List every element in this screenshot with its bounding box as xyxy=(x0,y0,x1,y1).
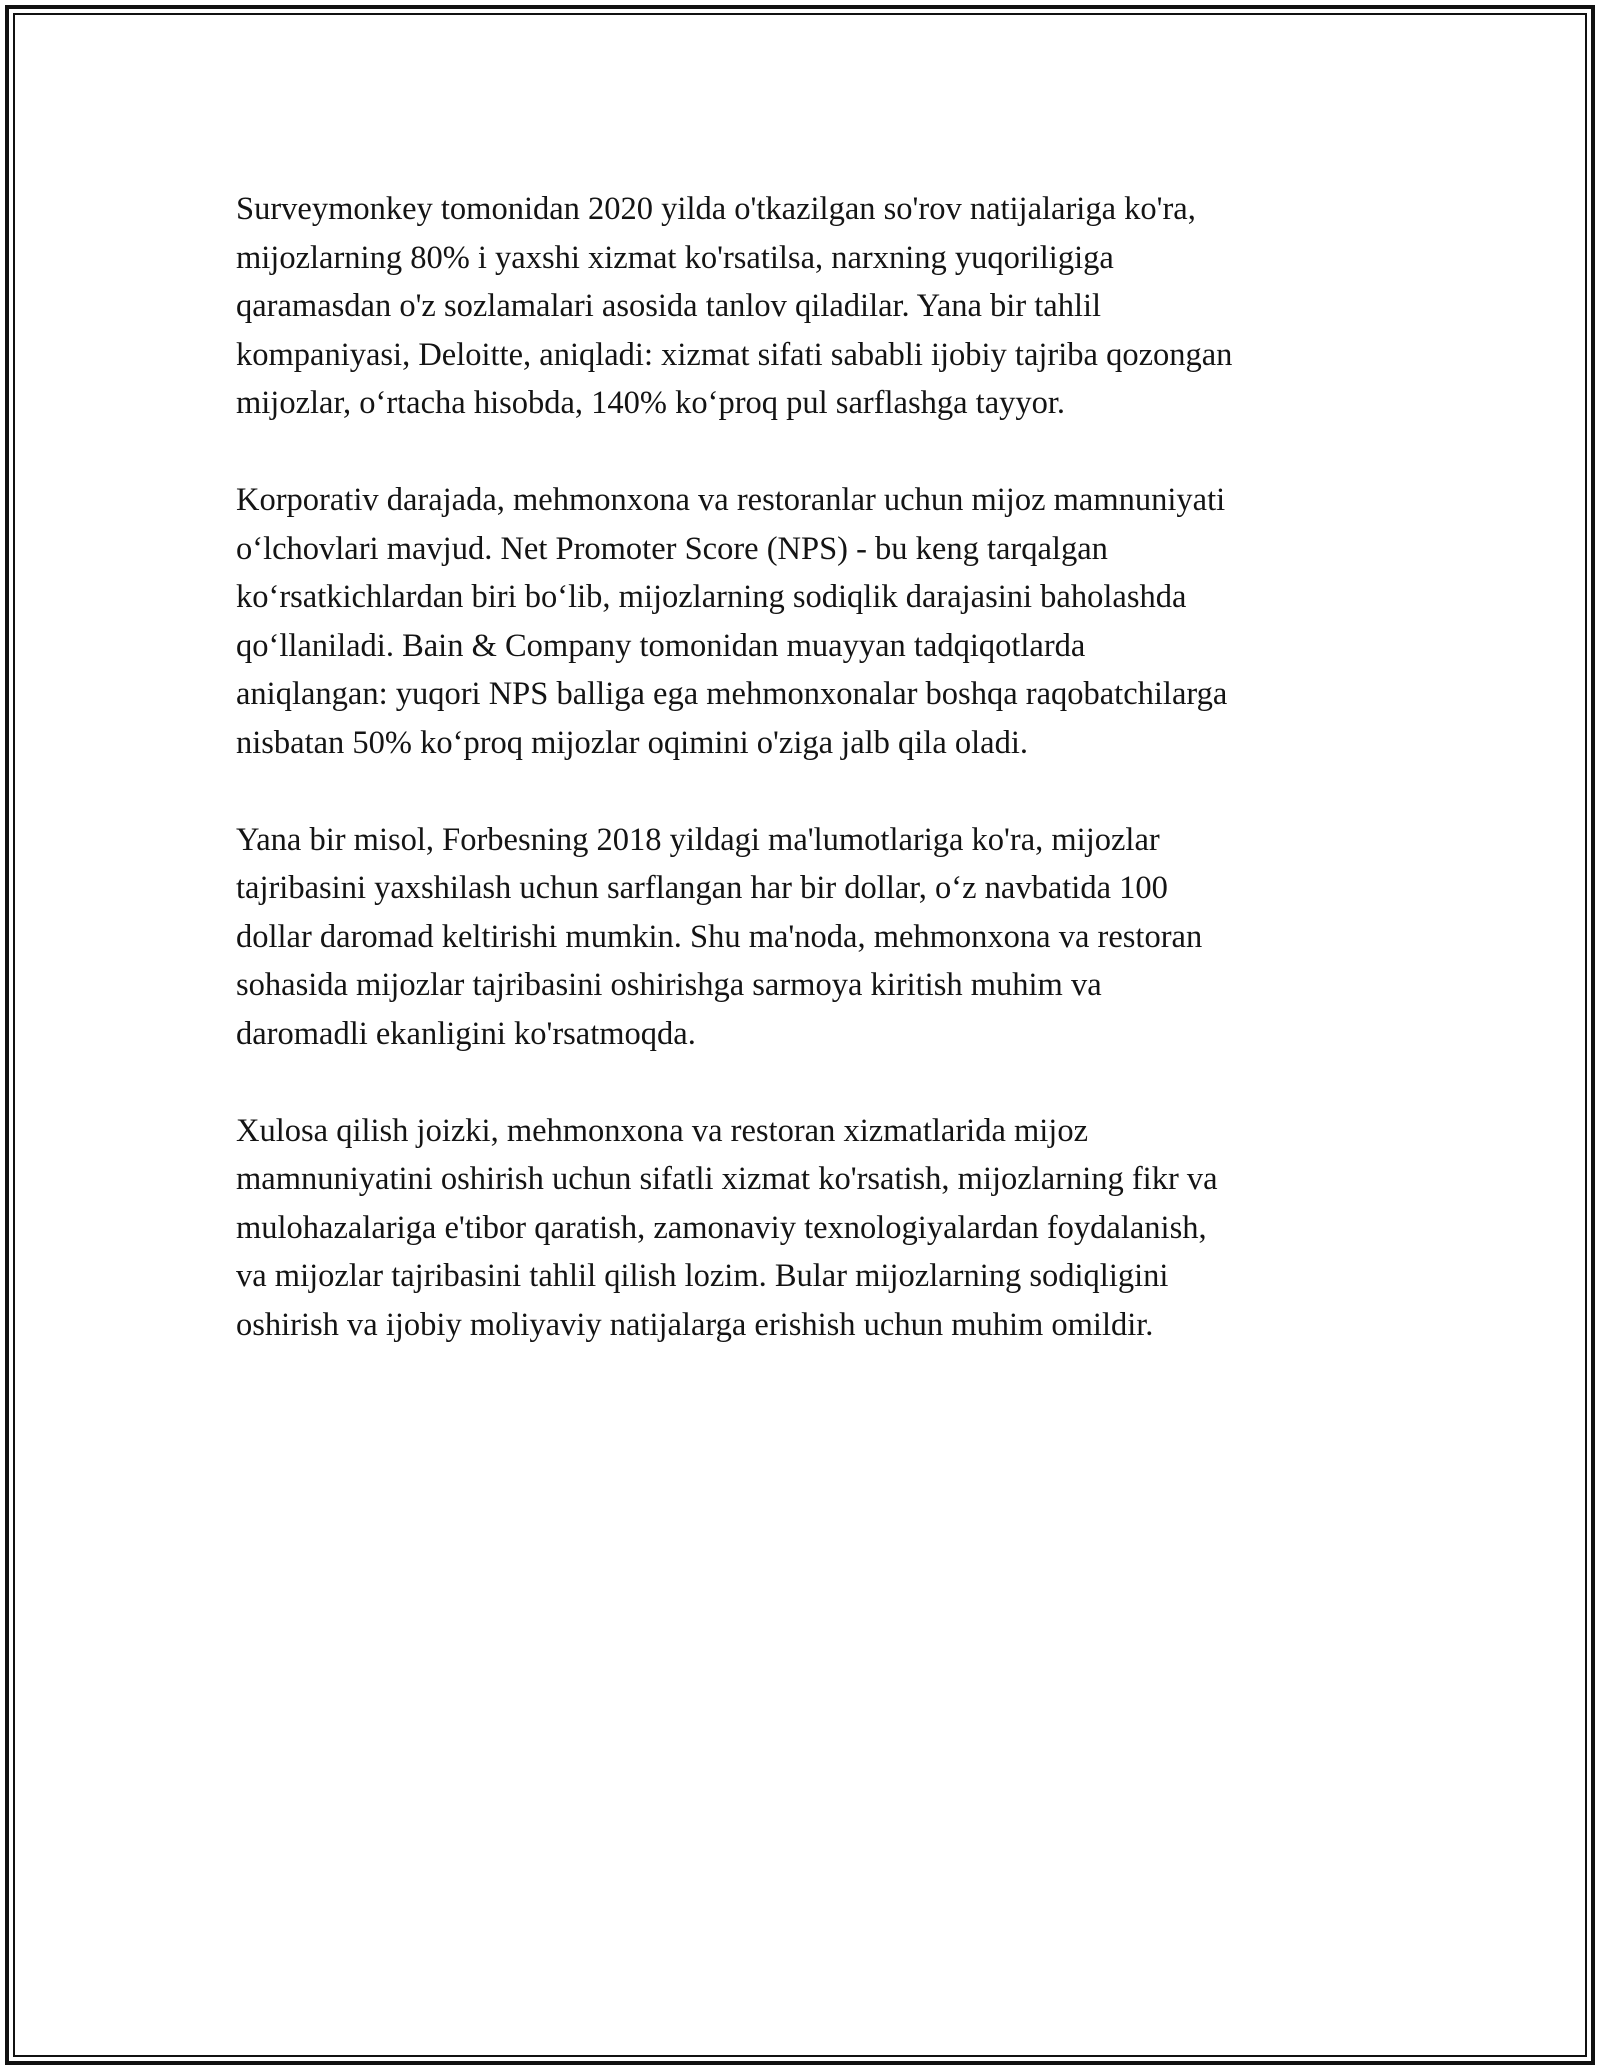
text-line: nisbatan 50% ko‘proq mijozlar oqimini o'ziga jalb qila oladi. xyxy=(236,724,1028,761)
text-line: mijozlarning 80% i yaxshi xizmat ko'rsatilsa, narxning yuqoriligiga xyxy=(236,239,1114,276)
text-line: mijozlar, o‘rtacha hisobda, 140% ko‘proq pul sarflashga tayyor. xyxy=(236,385,1066,421)
text-line: oshirish va ijobiy moliyaviy natijalarga erishish uchun muhim omildir. xyxy=(236,1306,1154,1343)
text-line: qo‘llaniladi. Bain & Company tomonidan muayyan tadqiqotlarda xyxy=(236,627,1086,664)
text-line: Surveymonkey tomonidan 2020 yilda o'tkazilgan so'rov natijalariga ko'ra, xyxy=(236,191,1196,227)
paragraph-conclusion xyxy=(236,1107,1386,1350)
text-line: Korporativ darajada, mehmonxona va restoranlar uchun mijoz mamnuniyati xyxy=(236,482,1226,518)
text-line: daromadli ekanligini ko'rsatmoqda. xyxy=(236,1015,696,1052)
paragraph-survey-stats xyxy=(236,185,1386,428)
text-line: o‘lchovlari mavjud. Net Promoter Score (NPS) - bu keng tarqalgan xyxy=(236,530,1108,567)
text-line: va mijozlar tajribasini tahlil qilish lozim. Bular mijozlarning sodiqligini xyxy=(236,1258,1169,1294)
text-line: ko‘rsatkichlardan biri bo‘lib, mijozlarning sodiqlik darajasini baholashda xyxy=(236,579,1187,615)
text-line: Yana bir misol, Forbesning 2018 yildagi ma'lumotlariga ko'ra, mijozlar xyxy=(236,821,1160,858)
text-line: aniqlangan: yuqori NPS balliga ega mehmonxonalar boshqa raqobatchilarga xyxy=(236,676,1228,712)
text-line: tajribasini yaxshilash uchun sarflangan har bir dollar, o‘z navbatida 100 xyxy=(236,870,1168,906)
text-line: dollar daromad keltirishi mumkin. Shu ma'noda, mehmonxona va restoran xyxy=(236,918,1203,955)
paragraph-forbes xyxy=(236,816,1386,1059)
text-line: Xulosa qilish joizki, mehmonxona va restoran xizmatlarida mijoz xyxy=(236,1112,1089,1149)
paragraph-nps xyxy=(236,476,1386,767)
document-body xyxy=(236,185,1386,1398)
text-line: mulohazalariga e'tibor qaratish, zamonaviy texnologiyalardan foydalanish, xyxy=(236,1209,1207,1246)
text-line: sohasida mijozlar tajribasini oshirishga sarmoya kiritish muhim va xyxy=(236,967,1102,1003)
text-line: kompaniyasi, Deloitte, aniqladi: xizmat sifati sababli ijobiy tajriba qozongan xyxy=(236,336,1233,373)
text-line: qaramasdan o'z sozlamalari asosida tanlov qiladilar. Yana bir tahlil xyxy=(236,288,1102,324)
text-line: mamnuniyatini oshirish uchun sifatli xizmat ko'rsatish, mijozlarning fikr va xyxy=(236,1161,1218,1197)
